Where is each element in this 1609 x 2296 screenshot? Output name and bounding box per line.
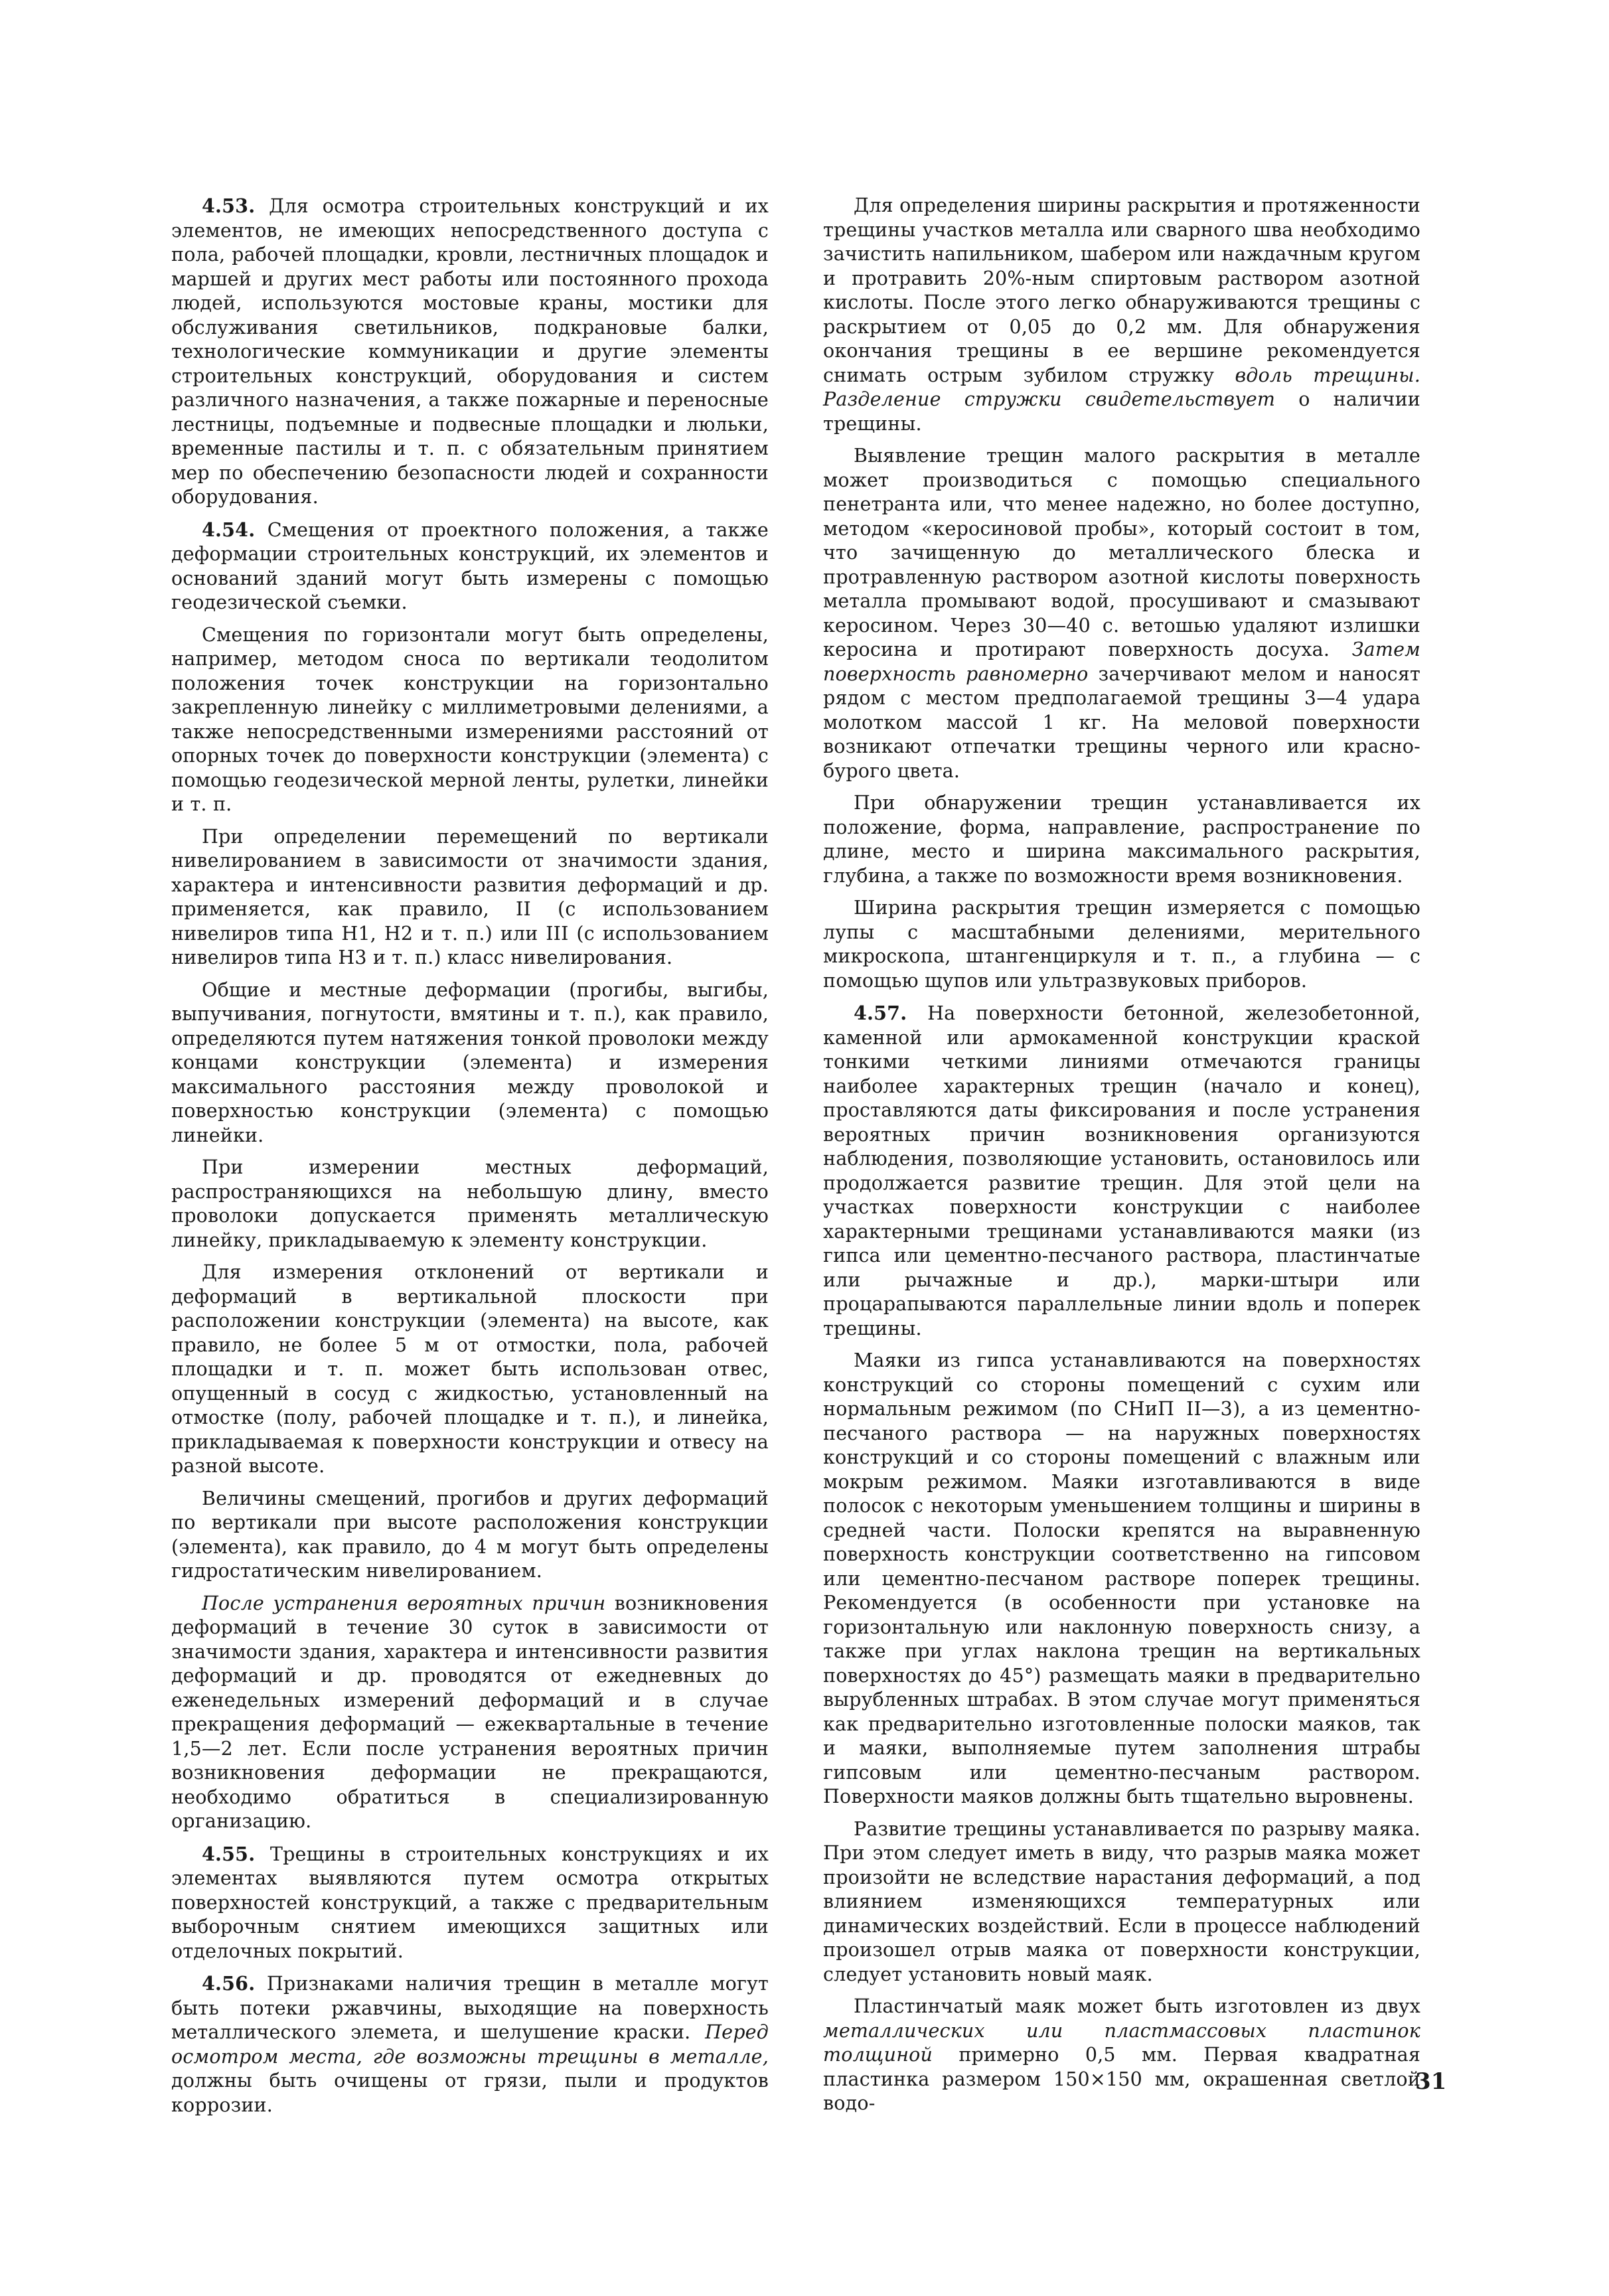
paragraph-text: примерно 0,5 мм. Первая квадратная пластинка размером 150×150 мм, окрашенная светлой водо- [823,2044,1420,2114]
paragraph [171,518,769,615]
paragraph [823,1001,1420,1341]
paragraph-text: Маяки из гипса устанавливаются на поверхностях конструкций со стороны помещений с сухим или нормальным режимом (по СНиП II—3), а из цементно-песчаного раствора — на наружных поверхностях конструкций и со стороны помещений с влажным или мокрым режимом. Маяки изготавливаются в виде полосок с некоторым уменьшением толщины и ширины в средней части. Полоски крепятся на выравненную поверхность конструкции соответственно на гипсовом или цементно-песчаном растворе поперек трещины. Рекомендуется (в особенности при установке на горизонтальную или наклонную поверхность снизу, а также при углах наклона трещин на вертикальных поверхностях до 45°) размещать маяки в предварительно вырубленных штрабах. В этом случае могут применяться как предварительно изготовленные полоски маяков, так и маяки, выполняемые путем заполнения штрабы гипсовым или цементно-песчаным раствором. Поверхности маяков должны быть тщательно выровнены. [823,1349,1420,1807]
paragraph-text: Смещения от проектного положения, а также деформации строительных конструкций, их элементов и оснований зданий могут быть измерены с помощью геодезической съемки. [171,518,769,613]
left-column [171,194,769,2125]
paragraph-text: Пластинчатый маяк может быть изготовлен из двух [854,1995,1420,2017]
section-number: 4.55. [202,1842,256,1865]
paragraph-text: Развитие трещины устанавливается по разрыву маяка. При этом следует иметь в виду, что разрыв маяка может произойти не вследствие нарастания деформаций, а под влиянием изменяющихся температурных или динамических воздействий. Если в процессе наблюдений произошел отрыв маяка от поверхности конструкции, следует установить новый маяк. [823,1817,1420,1985]
paragraph-text: о наличии трещины. [823,388,1420,435]
paragraph-text: Признаками наличия трещин в металле могут быть потеки ржавчины, выходящие на поверхность металлического элемета, и шелушение краски. [171,1973,769,2043]
paragraph-text: После устранения вероятных причин [202,1592,606,1614]
paragraph-text: При определении перемещений по вертикали нивелированием в зависимости от значимости здания, характера и интенсивности развития деформаций и др. применяется, как правило, II (с использованием нивелиров типа Н1, Н2 и т. п.) или III (с использованием нивелиров типа Н3 и т. п.) класс нивелирования. [171,825,769,968]
paragraph [171,1156,769,1253]
paragraph [823,1995,1420,2116]
section-number: 4.54. [202,518,256,541]
section-number: 4.56. [202,1972,256,1995]
section-number: 4.53. [202,194,256,217]
paragraph-text: металлических или пластмассовых пластинок толщиной [823,2019,1420,2066]
paragraph-text: Ширина раскрытия трещин измеряется с помощью лупы с масштабными делениями, мерительного микроскопа, штангенциркуля и т. п., а глубина — с помощью щупов или ультразвуковых приборов. [823,897,1420,992]
paragraph-text: Трещины в строительных конструкциях и их элементах выявляются путем осмотра открытых поверхностей конструкций, а также с предварительным выборочным снятием имеющихся защитных или отделочных покрытий. [171,1843,769,1962]
paragraph-text: вдоль трещины. Разделение стружки свидетельствует [823,364,1420,410]
paragraph [823,791,1420,888]
page-number: 31 [1415,2068,1447,2095]
paragraph [823,194,1420,436]
paragraph-text: При измерении местных деформаций, распространяющихся на небольшую длину, вместо проволоки допускается применять металлическую линейку, прикладываемую к элементу конструкции. [171,1156,769,1251]
right-column [823,194,1420,2124]
paragraph-text: Для осмотра строительных конструкций и их элементов, не имеющих непосредственного доступа с пола, рабочей площадки, кровли, лестничных площадок и маршей и других мест работы или постоянного прохода людей, используются мостовые краны, мостики для обслуживания светильников, подкрановые балки, технологические коммуникации и другие элементы строительных конструкций, оборудования и систем различного назначения, а также пожарные и переносные лестницы, подъемные и подвесные площадки и люльки, временные пастилы и т. п. с обязательным принятием мер по обеспечению безопасности людей и сохранности оборудования. [171,195,769,508]
paragraph-text: зачерчивают мелом и наносят рядом с местом предполагаемой трещины 3—4 удара молотком массой 1 кг. На меловой поверхности возникают отпечатки трещины черного или красно-бурого цвета. [823,662,1420,782]
paragraph [823,444,1420,783]
paragraph-text: Смещения по горизонтали могут быть определены, например, методом сноса по вертикали теодолитом положения точек конструкции на горизонтально закрепленную линейку с миллиметровыми делениями, а также непосредственными измерениями расстояний от опорных точек до поверхности конструкции (элемента) с помощью геодезической мерной ленты, рулетки, линейки и т. п. [171,623,769,815]
paragraph-text: Величины смещений, прогибов и других деформаций по вертикали при высоте расположения конструкции (элемента), как правило, до 4 м могут быть определены гидростатическим нивелированием. [171,1487,769,1582]
paragraph [171,1971,769,2117]
paragraph-text: На поверхности бетонной, железобетонной, каменной или армокаменной конструкции краской тонкими четкими линиями отмечаются границы наиболее характерных трещин (начало и конец), проставляются даты фиксирования и после устранения вероятных причин возникновения организуются наблюдения, позволяющие установить, остановилось или продолжается развитие трещин. Для этой цели на участках поверхности конструкции с наиболее характерными трещинами устанавливаются маяки (из гипса или цементно-песчаного раствора, пластинчатые или рычажные и др.), марки-штыри или процарапываются параллельные линии вдоль и поперек трещины. [823,1002,1420,1339]
paragraph-text: Для определения ширины раскрытия и протяженности трещины участков металла или сварного шва необходимо зачистить напильником, шабером или наждачным кругом и протравить 20%-ным спиртовым раствором азотной кислоты. После этого легко обнаруживаются трещины с раскрытием от 0,05 до 0,2 мм. Для обнаружения окончания трещины в ее вершине рекомендуется снимать острым зубилом стружку [823,194,1420,386]
paragraph-text: При обнаружении трещин устанавливается их положение, форма, направление, распространение по длине, место и ширина максимального раскрытия, глубина, а также по возможности время возникновения. [823,792,1420,887]
paragraph [823,1349,1420,1809]
paragraph [171,1261,769,1479]
paragraph-text: возникновения деформаций в течение 30 суток в зависимости от значимости здания, характера и интенсивности развития деформаций и др. проводятся от ежедневных до еженедельных измерений деформаций и в случае прекращения деформаций — ежеквартальные в течение 1,5—2 лет. Если после устранения вероятных причин возникновения деформации не прекращаются, необходимо обратиться в специализированную организацию. [171,1592,769,1832]
paragraph [171,194,769,510]
section-number: 4.57. [854,1002,907,1024]
paragraph [171,978,769,1148]
paragraph [171,1842,769,1964]
paragraph [171,825,769,970]
paragraph-text: Перед осмотром места, где возможны трещины в металле, [171,2021,769,2068]
paragraph-text: Затем поверхность равномерно [823,639,1420,685]
paragraph-text: Выявление трещин малого раскрытия в металле может производиться с помощью специального пенетранта или, что менее надежно, но более доступно, методом «керосиновой пробы», который состоит в том, что зачищенную до металлического блеска и протравленную раствором азотной кислоты поверхность металла промывают водой, просушивают и смазывают керосином. Через 30—40 с. ветошью удаляют излишки керосина и протирают поверхность досуха. [823,445,1420,660]
paragraph [171,1592,769,1834]
paragraph [171,1487,769,1584]
paragraph [823,896,1420,993]
paragraph-text: Для измерения отклонений от вертикали и деформаций в вертикальной плоскости при расположении конструкции (элемента) на высоте, как правило, не более 5 м от отмостки, пола, рабочей площадки и т. п. может быть использован отвес, опущенный в сосуд с жидкостью, установленный на отмостке (полу, рабочей площадке и т. п.), и линейка, прикладываемая к поверхности конструкции и отвесу на разной высоте. [171,1261,769,1477]
paragraph [171,623,769,817]
paragraph [823,1817,1420,1987]
paragraph-text: должны быть очищены от грязи, пыли и продуктов коррозии. [171,2070,769,2116]
paragraph-text: Общие и местные деформации (прогибы, выгибы, выпучивания, погнутости, вмятины и т. п.), как правило, определяются путем натяжения тонкой проволоки между концами конструкции (элемента) и измерения максимального расстояния между проволокой и поверхностью конструкции (элемента) с помощью линейки. [171,978,769,1146]
